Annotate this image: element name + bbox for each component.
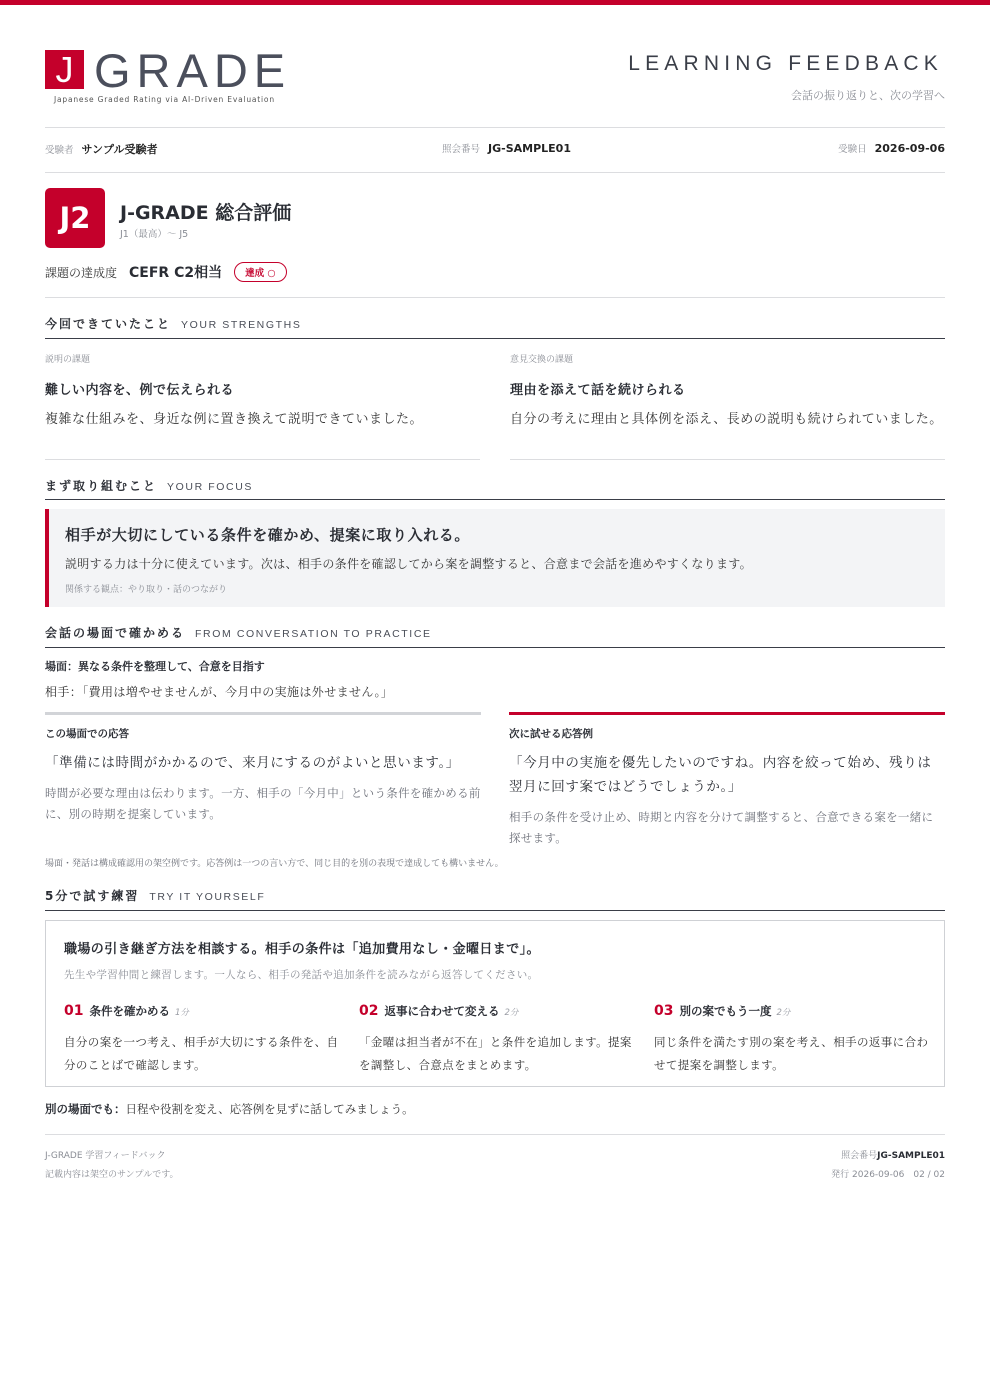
strength-card: [510, 352, 945, 433]
footer-note: 記載内容は架空のサンプルです。: [45, 1170, 179, 1180]
section-title-jp: 今回できていたこと: [45, 317, 172, 331]
other-text: 日程や役割を変え、応答例を見ずに話してみましょう。: [125, 1102, 414, 1116]
conversation-section-title: [45, 622, 945, 641]
grade-range: J1（最高）〜 J5: [120, 229, 189, 240]
logo: [45, 44, 292, 97]
section-title-en: TRY IT YOURSELF: [149, 891, 266, 903]
focus-heading: 相手が大切にしている条件を確かめ、提案に取り入れる。: [65, 526, 471, 544]
divider: [45, 127, 945, 128]
response-explanation: 相手の条件を受け止め、時期と内容を分けて調整すると、合意できる案を一緒に探せます。: [509, 810, 934, 845]
date-value: 2026-09-06: [874, 142, 945, 155]
status-badge: 達成 ○: [234, 262, 287, 282]
practice-sub: 先生や学習仲間と練習します。一人なら、相手の発話や追加条件を読みながら返答してください。: [64, 969, 539, 981]
response-explanation: 時間が必要な理由は伝わります。一方、相手の「今月中」という条件を確かめる前に、別の時期を提案しています。: [45, 786, 481, 821]
step-desc: 同じ条件を満たす別の案を考え、相手の返事に合わせて提案を調整します。: [654, 1035, 929, 1072]
strength-tag: 説明の課題: [45, 355, 91, 365]
strength-tag: 意見交換の課題: [510, 355, 574, 365]
achievement-label: 課題の達成度: [45, 265, 118, 280]
ref-label: 照会番号: [442, 144, 481, 155]
other-label: 別の場面でも：: [45, 1102, 126, 1116]
response-quote: 「今月中の実施を優先したいのですね。内容を絞って始め、残りは翌月に回す案ではどうでしょうか。」: [509, 755, 932, 795]
achievement-value: CEFR C2相当: [129, 265, 223, 281]
achievement-row: [45, 262, 287, 282]
step-number: 03: [654, 1003, 674, 1019]
section-title-jp: 5分で試す練習: [45, 889, 140, 903]
footer-ref-value: JG-SAMPLE01: [877, 1151, 945, 1161]
response-quote: 「準備には時間がかかるので、来月にするのがよいと思います。」: [45, 755, 460, 771]
examinee-value: サンプル受験者: [81, 143, 158, 156]
response-bar: [45, 712, 481, 715]
step-number: 02: [359, 1003, 379, 1019]
step-number: 01: [64, 1003, 84, 1019]
disclaimer: 場面・発話は構成確認用の架空例です。応答例は一つの言い方で、同じ目的を別の表現で達成しても構いません。: [45, 859, 504, 869]
examinee: [45, 141, 158, 157]
logo-letter: J: [45, 50, 84, 89]
section-rule: [45, 647, 945, 648]
focus-section-title: [45, 475, 945, 494]
divider: [45, 297, 945, 298]
scene-title: 場面：異なる条件を整理して、合意を目指す: [45, 660, 265, 673]
section-title-en: FROM CONVERSATION TO PRACTICE: [195, 628, 432, 640]
strength-heading: 難しい内容を、例で伝えられる: [45, 383, 235, 398]
strength-body: 複雑な仕組みを、身近な例に置き換えて説明できていました。: [45, 412, 424, 427]
response-bar: [509, 712, 945, 715]
exam-date: [838, 141, 945, 155]
footer-ref-label: 照会番号: [841, 1151, 878, 1161]
strength-card: [45, 352, 480, 433]
response-label: この場面での応答: [45, 728, 129, 740]
strength-heading: 理由を添えて話を続けられる: [510, 383, 686, 398]
page-title: LEARNING FEEDBACK: [628, 52, 943, 75]
logo-tagline: Japanese Graded Rating via AI-Driven Evaluation: [54, 95, 275, 104]
step-time: 2分: [776, 1008, 791, 1018]
logo-text: GRADE: [94, 44, 292, 97]
step-time: 1分: [174, 1008, 189, 1018]
step-desc: 「金曜は担当者が不在」と条件を追加します。提案を調整し、合意点をまとめます。: [359, 1035, 632, 1072]
footer-title: J-GRADE 学習フィードバック: [45, 1151, 166, 1161]
section-title-jp: まず取り組むこと: [45, 479, 158, 493]
ref-value: JG-SAMPLE01: [488, 142, 571, 155]
section-rule: [45, 499, 945, 500]
strengths-section-title: [45, 313, 945, 332]
top-accent-bar: [0, 0, 990, 5]
divider: [510, 459, 945, 460]
focus-body: 説明する力は十分に使えています。次は、相手の条件を確認してから案を調整すると、合意まで会話を進めやすくなります。: [65, 557, 752, 571]
step-time: 2分: [504, 1008, 519, 1018]
page-subtitle: 会話の振り返りと、次の学習へ: [791, 89, 945, 102]
date-label: 受験日: [838, 144, 867, 155]
reference: [442, 141, 571, 155]
practice-step: [359, 1000, 634, 1077]
section-rule: [45, 910, 945, 911]
focus-note: 関係する観点：やり取り・話のつながり: [65, 585, 228, 595]
current-response: [45, 712, 481, 825]
response-label: 次に試せる応答例: [509, 728, 593, 740]
section-title-jp: 会話の場面で確かめる: [45, 626, 186, 640]
strength-body: 自分の考えに理由と具体例を添え、長めの説明も続けられていました。: [510, 412, 943, 427]
footer-issued: 発行 2026-09-06 02 / 02: [831, 1170, 945, 1180]
practice-box: [45, 920, 945, 1087]
practice-step: [654, 1000, 929, 1077]
other-scene-note: [45, 1101, 414, 1117]
section-rule: [45, 338, 945, 339]
header: [45, 44, 945, 110]
step-title: 別の案でもう一度: [679, 1004, 772, 1018]
practice-section-title: [45, 885, 945, 904]
examinee-label: 受験者: [45, 145, 74, 156]
footer-divider: [45, 1134, 945, 1135]
grade-badge: J2: [45, 188, 105, 248]
section-title-en: YOUR STRENGTHS: [181, 319, 302, 331]
step-title: 返事に合わせて変える: [384, 1004, 500, 1018]
practice-heading: 職場の引き継ぎ方法を相談する。相手の条件は「追加費用なし・金曜日まで」。: [64, 942, 540, 957]
step-title: 条件を確かめる: [89, 1004, 170, 1018]
footer-reference: [841, 1148, 945, 1161]
section-title-en: YOUR FOCUS: [167, 481, 254, 493]
next-response: [509, 712, 945, 849]
grade-title: J-GRADE 総合評価: [120, 202, 292, 224]
focus-callout: [45, 509, 945, 607]
divider: [45, 459, 480, 460]
partner-line: 相手：「費用は増やせませんが、今月中の実施は外せません。」: [45, 685, 394, 699]
step-desc: 自分の案を一つ考え、相手が大切にする条件を、自分のことばで確認します。: [64, 1035, 339, 1072]
practice-step: [64, 1000, 339, 1077]
divider: [45, 172, 945, 173]
